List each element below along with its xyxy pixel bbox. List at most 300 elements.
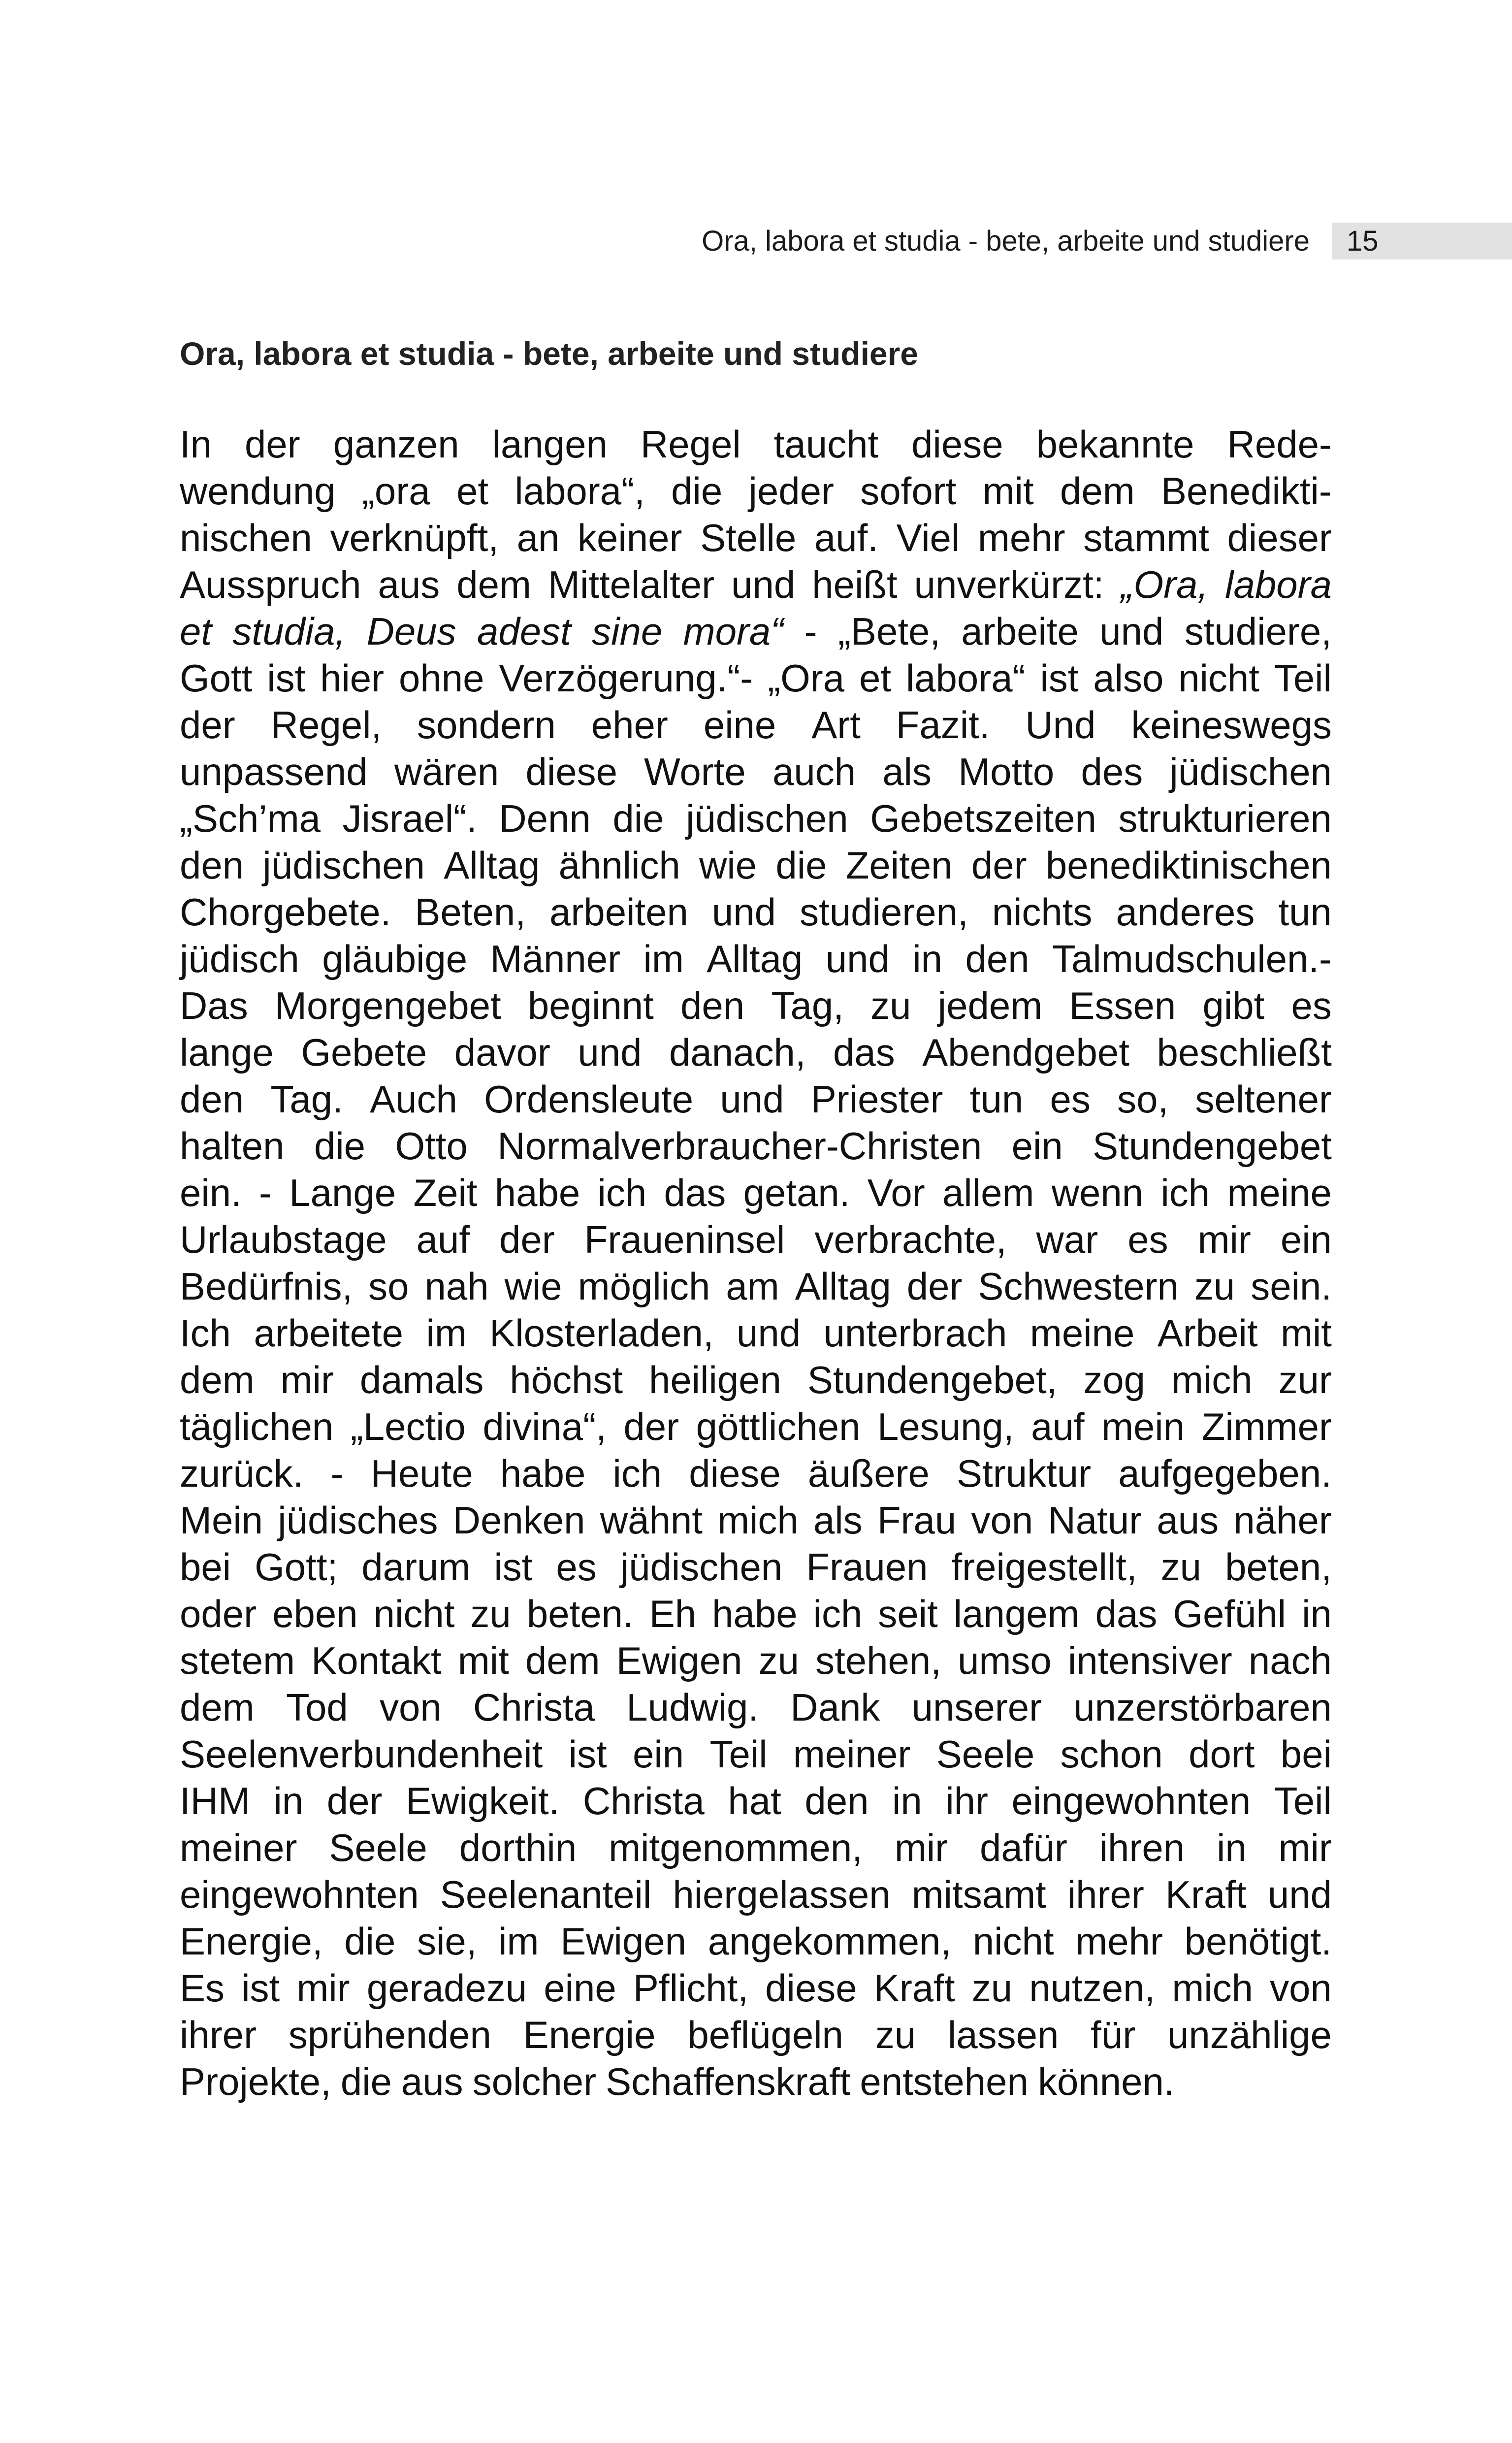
word: verknüpft, [330, 516, 499, 559]
word: nichts [992, 890, 1093, 934]
word: beten. [526, 1592, 634, 1635]
word: äußere [807, 1452, 930, 1495]
text-line [180, 936, 1332, 982]
word: es [1050, 1077, 1091, 1121]
word: getan. [743, 1171, 850, 1214]
word: und [731, 563, 796, 606]
word: solcher [472, 2060, 597, 2103]
word: Denken [452, 1498, 585, 1542]
word: sie, [417, 1920, 477, 1963]
word: benediktinischen [1045, 844, 1332, 887]
word: jüdischen [686, 797, 848, 840]
word: Gott [180, 656, 253, 700]
word: täglichen [180, 1405, 334, 1448]
word: eben [272, 1592, 358, 1635]
word: jüdischen [620, 1545, 783, 1589]
text-line [180, 889, 1332, 936]
word: und [578, 1031, 642, 1074]
word: jüdisch [180, 937, 299, 980]
word: ist [267, 656, 306, 700]
word: Gebetszeiten [870, 797, 1096, 840]
word: Gebete [301, 1031, 427, 1074]
text-line [180, 1731, 1332, 1778]
word: benötigt. [1184, 1920, 1332, 1963]
word: Christa [582, 1779, 705, 1823]
word: „Lectio [350, 1405, 466, 1448]
text-line [180, 1544, 1332, 1591]
running-header: Ora, labora et studia - bete, arbeite und studiere [702, 225, 1310, 257]
word: Benedikti- [1161, 469, 1332, 513]
word: jüdischen [1169, 750, 1332, 793]
text-line [180, 1170, 1332, 1216]
word: des [1081, 750, 1143, 793]
word: divina“, [483, 1405, 607, 1448]
word: in [892, 1779, 922, 1823]
word: unserer [911, 1686, 1042, 1729]
word: es [556, 1545, 597, 1589]
word: Talmudschulen.- [1052, 937, 1332, 980]
word: mich [1172, 1966, 1253, 2010]
word: möglich [578, 1265, 710, 1308]
word: strukturieren [1118, 797, 1332, 840]
word: Ordensleute [484, 1077, 694, 1121]
word: - [804, 610, 817, 653]
word: der [971, 844, 1027, 887]
text-line [180, 1918, 1332, 1965]
word: mitsamt [911, 1873, 1046, 1916]
word: im [498, 1920, 539, 1963]
word: Frauen [806, 1545, 928, 1589]
word: et [859, 656, 891, 700]
word: zog [1083, 1358, 1146, 1401]
word: zur [1278, 1358, 1332, 1401]
word: mitgenommen, [609, 1826, 863, 1869]
word: Männer [490, 937, 621, 980]
word: Normalverbraucher-Christen [497, 1124, 982, 1168]
word: jeder [748, 469, 834, 513]
word: göttlichen [696, 1405, 861, 1448]
word: Viel [896, 516, 960, 559]
word: mir [894, 1826, 948, 1869]
word: auf [416, 1218, 470, 1261]
word: Zeiten [845, 844, 953, 887]
word: den [680, 984, 745, 1027]
word: Otto [395, 1124, 468, 1168]
word: diese [911, 423, 1003, 466]
word: mir [1197, 1218, 1251, 1261]
word: ein [633, 1732, 684, 1776]
word: studieren, [800, 890, 968, 934]
word: Regel, [270, 703, 382, 747]
word: Das [180, 984, 248, 1027]
text-line [180, 1684, 1332, 1731]
word: war [1036, 1218, 1098, 1261]
text-line [180, 1263, 1332, 1310]
word: Stundengebet, [807, 1358, 1058, 1401]
word: Verzögerung.“- [499, 656, 753, 700]
word: auf [1031, 1405, 1085, 1448]
word: Stelle [700, 516, 797, 559]
text-line [180, 702, 1332, 749]
text-line [180, 1637, 1332, 1684]
text-line [180, 1216, 1332, 1263]
word: das [1095, 1592, 1158, 1635]
word: Energie, [180, 1920, 323, 1963]
word: eingewohnten [1011, 1779, 1251, 1823]
word: ihr [945, 1779, 988, 1823]
word: beginnt [527, 984, 654, 1027]
word: sondern [417, 703, 556, 747]
word: halten [180, 1124, 285, 1168]
word: zu [758, 1639, 799, 1682]
word: mir [1278, 1826, 1332, 1869]
word: „Sch’ma [180, 797, 321, 840]
word: Mein [180, 1498, 263, 1542]
text-line [180, 2012, 1332, 2058]
word: Es [180, 1966, 225, 2010]
word: seltener [1195, 1077, 1332, 1121]
word: Kraft [1165, 1873, 1247, 1916]
word: Ich [180, 1311, 231, 1355]
word: dieser [1227, 516, 1332, 559]
word: IHM [180, 1779, 250, 1823]
word: mich [717, 1498, 799, 1542]
word: Energie [523, 2013, 656, 2056]
word: stammt [1083, 516, 1209, 559]
word: heiligen [649, 1358, 781, 1401]
word: taucht [773, 423, 879, 466]
word: auf. [814, 516, 878, 559]
word: schon [1060, 1732, 1163, 1776]
word: Frau [877, 1498, 957, 1542]
word: dem [525, 1639, 600, 1682]
word: mehr [977, 516, 1065, 559]
word: zu [870, 984, 911, 1027]
word: den [180, 844, 244, 887]
word: höchst [510, 1358, 623, 1401]
word: zu [1160, 1545, 1202, 1589]
word: anderes [1116, 890, 1255, 934]
word: unterbrach [823, 1311, 1007, 1355]
word: nischen [180, 516, 312, 559]
text-line [180, 468, 1332, 515]
word: labora“, [515, 469, 645, 513]
word: ganzen [333, 423, 459, 466]
word: nach [1248, 1639, 1332, 1682]
word: so, [1117, 1077, 1169, 1121]
word: geradezu [366, 1966, 527, 2010]
word: dafür [980, 1826, 1067, 1869]
word: zu [971, 1966, 1013, 2010]
word: dem [456, 563, 532, 606]
word: Tod [286, 1686, 348, 1729]
word: im [426, 1311, 467, 1355]
word: Mittelalter [548, 563, 715, 606]
word: die [344, 1920, 396, 1963]
word: allem [942, 1171, 1034, 1214]
word: Morgengebet [274, 984, 501, 1027]
word: In [180, 423, 212, 466]
word: ist [494, 1545, 533, 1589]
word: Teil [1274, 1779, 1332, 1823]
word: Art [811, 703, 861, 747]
word: diese [689, 1452, 781, 1495]
word: sein. [1251, 1265, 1332, 1308]
text-line [180, 561, 1332, 608]
word: Motto [958, 750, 1055, 793]
body-text [180, 421, 1332, 2105]
word: wie [699, 844, 757, 887]
word: Gefühl [1173, 1592, 1287, 1635]
word: Abendgebet [922, 1031, 1129, 1074]
word: seit [878, 1592, 938, 1635]
word: die [314, 1124, 366, 1168]
text-line [180, 1497, 1332, 1544]
word: so [368, 1265, 409, 1308]
word: Worte [644, 750, 746, 793]
word: meine [1029, 1311, 1135, 1355]
word: - [330, 1452, 344, 1495]
word: wähnt [600, 1498, 703, 1542]
word: von [1270, 1966, 1332, 2010]
word: Und [1025, 703, 1096, 747]
text-line [180, 1076, 1332, 1123]
word: lange [180, 1031, 274, 1074]
word: ich [813, 1592, 863, 1635]
word: eine [703, 703, 776, 747]
word: angekommen, [708, 1920, 952, 1963]
word: davor [454, 1031, 550, 1074]
word: Seele [329, 1826, 427, 1869]
word: tun [969, 1077, 1024, 1121]
word: Dank [790, 1686, 880, 1729]
text-line [180, 1310, 1332, 1357]
word: Fazit. [896, 703, 990, 747]
word: Seelenverbundenheit [180, 1732, 543, 1776]
word: den [965, 937, 1029, 980]
word: mir [296, 1966, 350, 2010]
word: darum [361, 1545, 471, 1589]
word: freigestellt, [951, 1545, 1137, 1589]
word: Priester [810, 1077, 943, 1121]
text-line [180, 749, 1332, 795]
chapter-title: Ora, labora et studia - bete, arbeite und studiere [180, 335, 919, 372]
word: am [726, 1265, 779, 1308]
word: nicht [1178, 656, 1259, 700]
word: Schaffenskraft [606, 2060, 851, 2103]
word: langem [953, 1592, 1080, 1635]
text-line [180, 608, 1332, 655]
word: bei [1280, 1732, 1332, 1776]
word: beschließt [1157, 1031, 1332, 1074]
word: den [804, 1779, 869, 1823]
word: umso [958, 1639, 1052, 1682]
word: können. [1037, 2060, 1175, 2103]
word: beflügeln [687, 2013, 843, 2056]
word: wie [504, 1265, 562, 1308]
word: bei [180, 1545, 231, 1589]
word: Kraft [873, 1966, 955, 2010]
word: von [971, 1498, 1033, 1542]
word: Seelenanteil [440, 1873, 652, 1916]
word: es [1291, 984, 1332, 1027]
word: Beten, [415, 890, 526, 934]
word: meiner [793, 1732, 911, 1776]
word: ähnlich [558, 844, 680, 887]
text-line [180, 1778, 1332, 1824]
text-line [180, 1450, 1332, 1497]
word: unverkürzt: [914, 563, 1104, 606]
page-number: 15 [1347, 225, 1379, 257]
word: Eh [649, 1592, 697, 1635]
word: die [775, 844, 827, 887]
word: in [912, 937, 943, 980]
word: als [813, 1498, 863, 1542]
word: tun [1278, 890, 1332, 934]
word: Ausspruch [180, 563, 361, 606]
word: Seele [936, 1732, 1035, 1776]
italic-word: et [180, 610, 212, 653]
word: - [259, 1171, 272, 1214]
word: entstehen [860, 2060, 1029, 2103]
word: Tag. [270, 1077, 343, 1121]
word: dort [1189, 1732, 1255, 1776]
word: ein [1280, 1218, 1332, 1261]
word: studiere, [1184, 610, 1332, 653]
word: heißt [812, 563, 898, 606]
word: meiner [180, 1826, 297, 1869]
word: der [180, 703, 235, 747]
word: Rede- [1227, 423, 1332, 466]
word: als [882, 750, 932, 793]
text-line [180, 1824, 1332, 1871]
word: langen [492, 423, 608, 466]
text-line [180, 795, 1332, 842]
text-line [180, 1403, 1332, 1450]
word: dem [1060, 469, 1135, 513]
word: lassen [947, 2013, 1059, 2056]
word: jüdischen [262, 844, 425, 887]
word: der [906, 1265, 963, 1308]
word: keineswegs [1131, 703, 1332, 747]
word: verbrachte, [814, 1218, 1007, 1261]
text-line [180, 2058, 1332, 2105]
word: stehen, [815, 1639, 941, 1682]
word: intensiver [1067, 1639, 1232, 1682]
word: dorthin [459, 1826, 577, 1869]
text-line [180, 1871, 1332, 1918]
word: arbeiten [549, 890, 688, 934]
text-line [180, 515, 1332, 561]
word: Ewigkeit. [406, 1779, 560, 1823]
word: näher [1233, 1498, 1332, 1542]
word: Natur [1048, 1498, 1142, 1542]
word: es [1127, 1218, 1168, 1261]
word: ein. [180, 1171, 242, 1214]
word: der [326, 1779, 383, 1823]
word: im [643, 937, 684, 980]
text-line [180, 421, 1332, 468]
word: unzählige [1167, 2013, 1332, 2056]
word: eine [544, 1966, 616, 2010]
word: aus [378, 563, 440, 606]
word: zu [875, 2013, 916, 2056]
word: Stundengebet [1093, 1124, 1332, 1168]
word: sprühenden [288, 2013, 491, 2056]
word: der [499, 1218, 555, 1261]
word: arbeite [961, 610, 1079, 653]
word: Bedürfnis, [180, 1265, 353, 1308]
word: jüdisches [278, 1498, 438, 1542]
word: ihrer [180, 2013, 257, 2056]
italic-word: Deus [366, 610, 456, 653]
word: „Bete, [837, 610, 941, 653]
word: gläubige [322, 937, 468, 980]
italic-word: labora [1225, 563, 1332, 606]
word: eingewohnten [180, 1873, 419, 1916]
word: dem [180, 1686, 255, 1729]
word: und [736, 1311, 801, 1355]
word: Essen [1069, 984, 1176, 1027]
text-line [180, 982, 1332, 1029]
word: aufgegeben. [1118, 1452, 1332, 1495]
word: mit [1280, 1311, 1332, 1355]
word: unzerstörbaren [1073, 1686, 1332, 1729]
word: Urlaubstage [180, 1218, 387, 1261]
text-line [180, 1029, 1332, 1076]
word: in [273, 1779, 304, 1823]
word: Fraueninsel [584, 1218, 785, 1261]
word: labora“ [905, 656, 1026, 700]
word: mit [982, 469, 1034, 513]
word: wären [394, 750, 499, 793]
word: mich [1171, 1358, 1253, 1401]
word: hat [728, 1779, 781, 1823]
word: Klosterladen, [489, 1311, 714, 1355]
word: ist [1040, 656, 1079, 700]
word: und [720, 1077, 784, 1121]
word: und [1099, 610, 1164, 653]
word: ich [597, 1171, 647, 1214]
word: nicht [972, 1920, 1054, 1963]
word: Alltag [707, 937, 803, 980]
word: Regel [640, 423, 741, 466]
word: Teil [1274, 656, 1332, 700]
word: Heute [370, 1452, 473, 1495]
word: ich [1160, 1171, 1210, 1214]
word: Ewigen [560, 1920, 687, 1963]
word: beten, [1225, 1545, 1332, 1589]
word: mit [457, 1639, 509, 1682]
word: hiergelassen [673, 1873, 891, 1916]
word: Christa [473, 1686, 595, 1729]
word: und [1267, 1873, 1332, 1916]
word: also [1093, 656, 1164, 700]
text-line [180, 1965, 1332, 2012]
word: unpassend [180, 750, 368, 793]
word: oder [180, 1592, 257, 1635]
word: Zimmer [1201, 1405, 1332, 1448]
word: arbeitete [254, 1311, 404, 1355]
word: diese [525, 750, 617, 793]
word: von [379, 1686, 442, 1729]
word: jedem [937, 984, 1043, 1027]
word: mein [1101, 1405, 1185, 1448]
italic-word: „Ora, [1121, 563, 1209, 606]
word: Arbeit [1157, 1311, 1258, 1355]
word: ich [612, 1452, 662, 1495]
word: Teil [709, 1732, 768, 1776]
